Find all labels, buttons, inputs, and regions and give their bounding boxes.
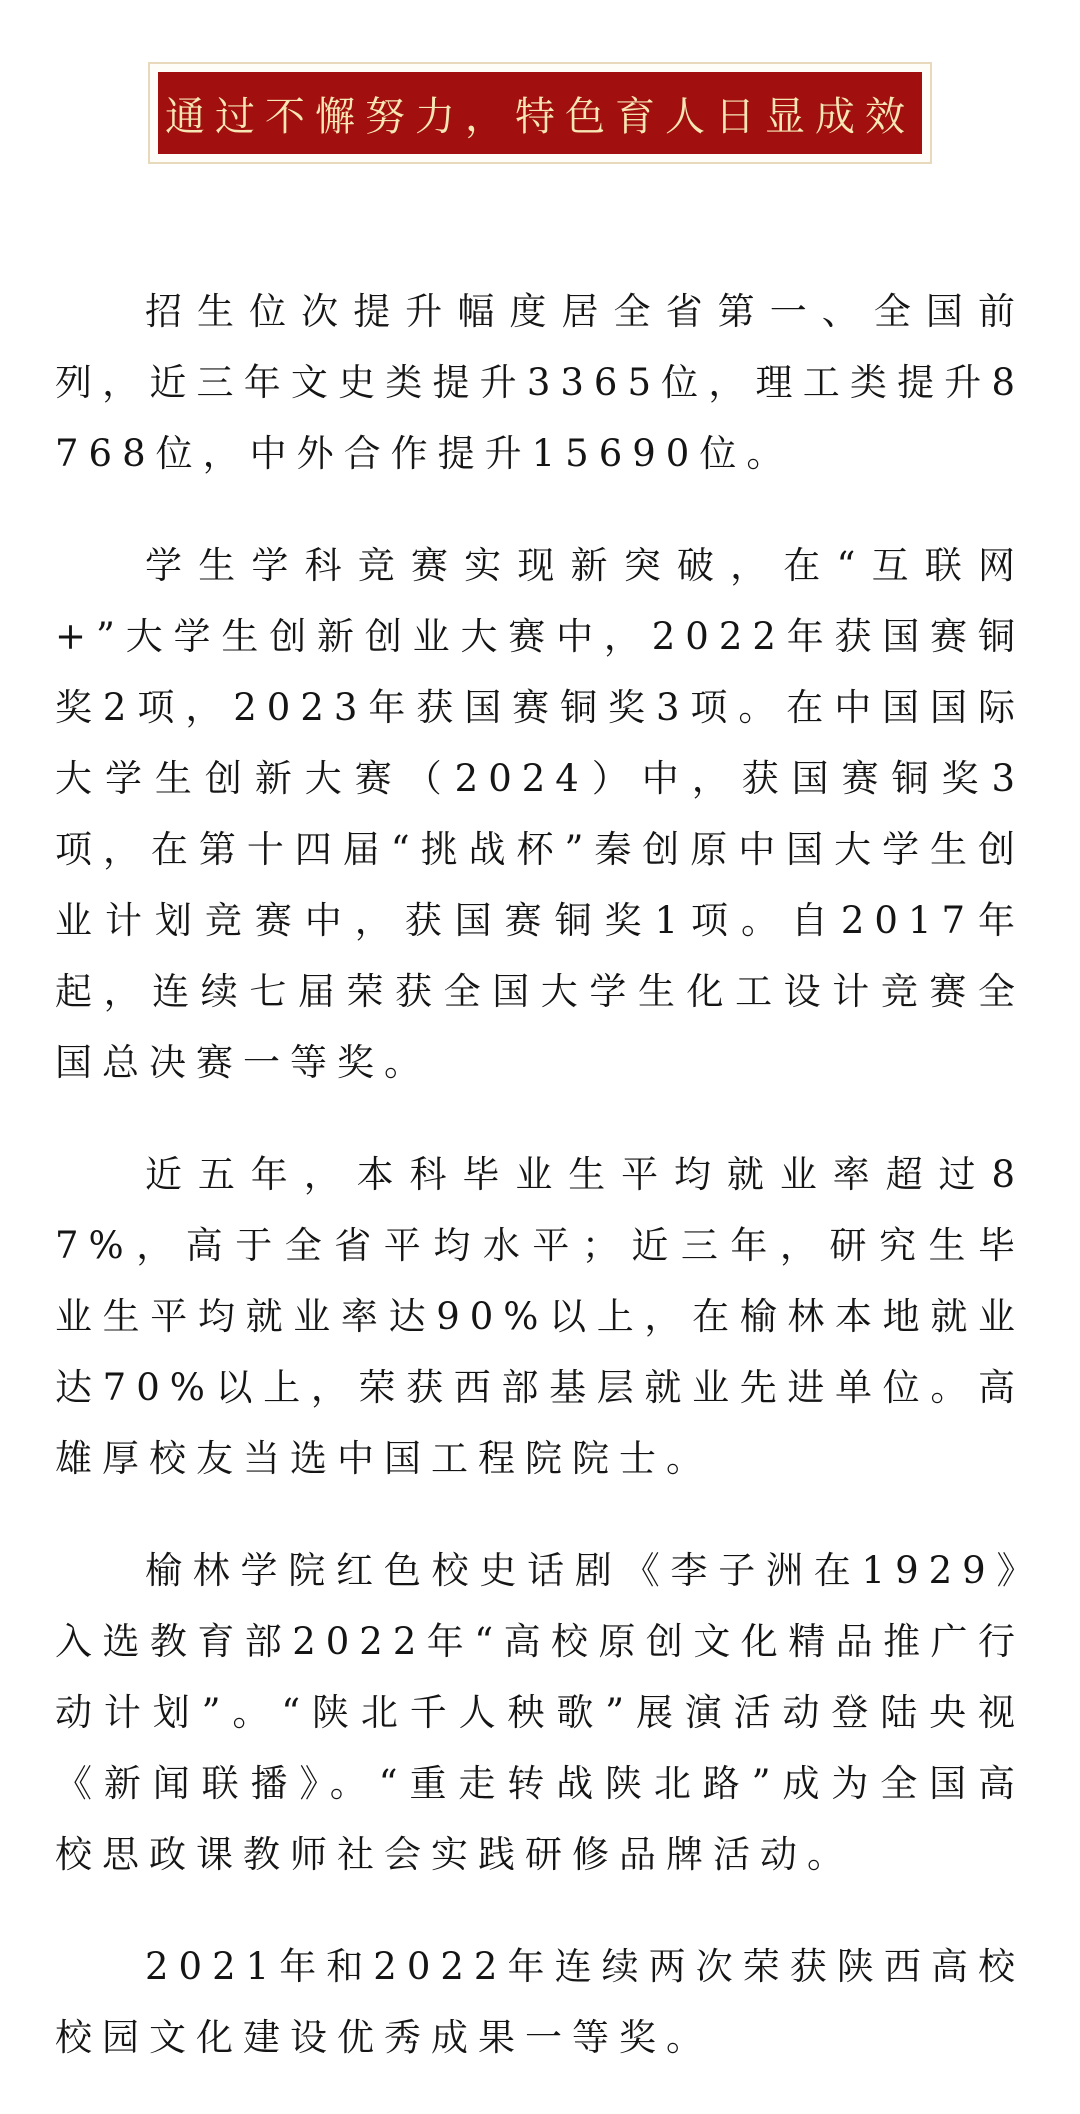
paragraph-culture: 榆林学院红色校史话剧《李子洲在1929》入选教育部2022年“高校原创文化精品推广行动计划”。“陕北千人秧歌”展演活动登陆央视《新闻联播》。“重走转战陕北路”成为全国高校思政课教师社会实践研修品牌活动。 [55, 1549, 1025, 1876]
title-banner [158, 72, 922, 154]
title-banner-frame [148, 62, 932, 164]
paragraph-admissions: 招生位次提升幅度居全省第一、全国前列，近三年文史类提升3365位，理工类提升8768位，中外合作提升15690位。 [55, 290, 1025, 475]
paragraph-employment: 近五年，本科毕业生平均就业率超过87%，高于全省平均水平；近三年，研究生毕业生平均就业率达90%以上，在榆林本地就业达70%以上，荣获西部基层就业先进单位。高雄厚校友当选中国工程院院士。 [55, 1153, 1025, 1480]
banner-title: 通过不懈努力，特色育人日显成效 [165, 93, 915, 140]
paragraph-awards: 2021年和2022年连续两次荣获陕西高校校园文化建设优秀成果一等奖。 [55, 1945, 1025, 2059]
paragraph-competitions: 学生学科竞赛实现新突破，在“互联网+”大学生创新创业大赛中，2022年获国赛铜奖2项，2023年获国赛铜奖3项。在中国国际大学生创新大赛（2024）中，获国赛铜奖3项，在第十四届“挑战杯”秦创原中国大学生创业计划竞赛中，获国赛铜奖1项。自2017年起，连续七届荣获全国大学生化工设计竞赛全国总决赛一等奖。 [55, 544, 1025, 1084]
article-body [55, 276, 1025, 2114]
